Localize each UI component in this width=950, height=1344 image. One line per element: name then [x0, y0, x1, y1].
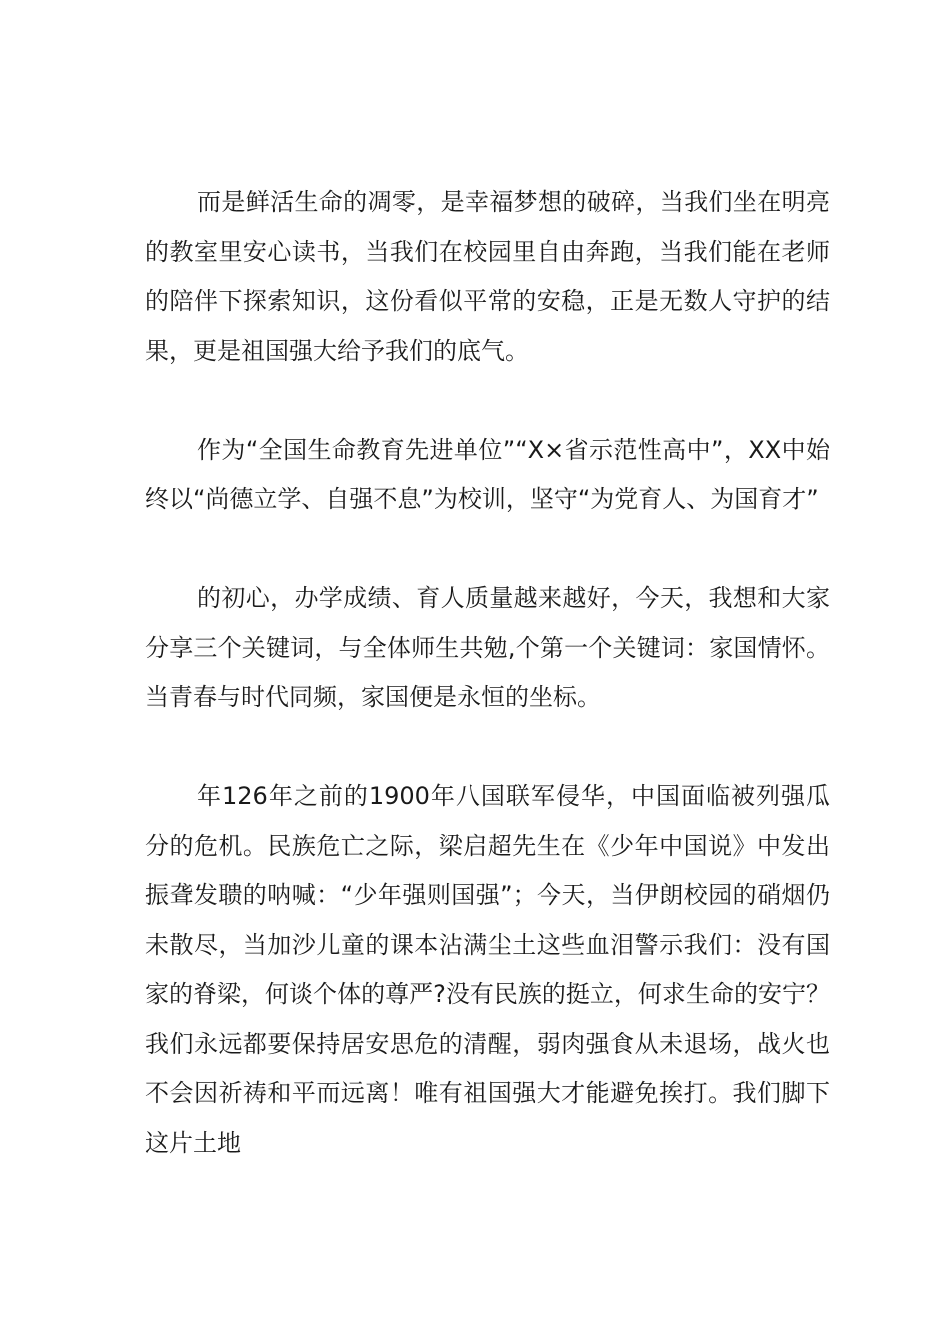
document-body [145, 178, 830, 1168]
paragraph-2: 作为“全国生命教育先进单位”“X×省示范性高中”，XX中始终以“尚德立学、自强不息”为校训，坚守“为党育人、为国育才” [145, 435, 830, 513]
paragraph-4: 年126年之前的1900年八国联军侵华，中国面临被列强瓜分的危机。民族危亡之际，梁启超先生在《少年中国说》中发出振聋发聩的呐喊：“少年强则国强”；今天，当伊朗校园的硝烟仍未散尽，当加沙儿童的课本沾满尘土这些血泪警示我们：没有国家的脊梁，何谈个体的尊严?没有民族的挺立，何求生命的安宁？我们永远都要保持居安思危的清醒，弱肉强食从未退场，战火也不会因祈祷和平而远离！唯有祖国强大才能避免挨打。我们脚下这片土地 [145, 782, 830, 1157]
paragraph-3: 的初心，办学成绩、育人质量越来越好，今天，我想和大家分享三个关键词，与全体师生共勉,个第一个关键词：家国情怀。当青春与时代同频，家国便是永恒的坐标。 [145, 584, 830, 711]
paragraph-1: 而是鲜活生命的凋零，是幸福梦想的破碎，当我们坐在明亮的教室里安心读书，当我们在校园里自由奔跑，当我们能在老师的陪伴下探索知识，这份看似平常的安稳，正是无数人守护的结果，更是祖国强大给予我们的底气。 [145, 188, 830, 365]
